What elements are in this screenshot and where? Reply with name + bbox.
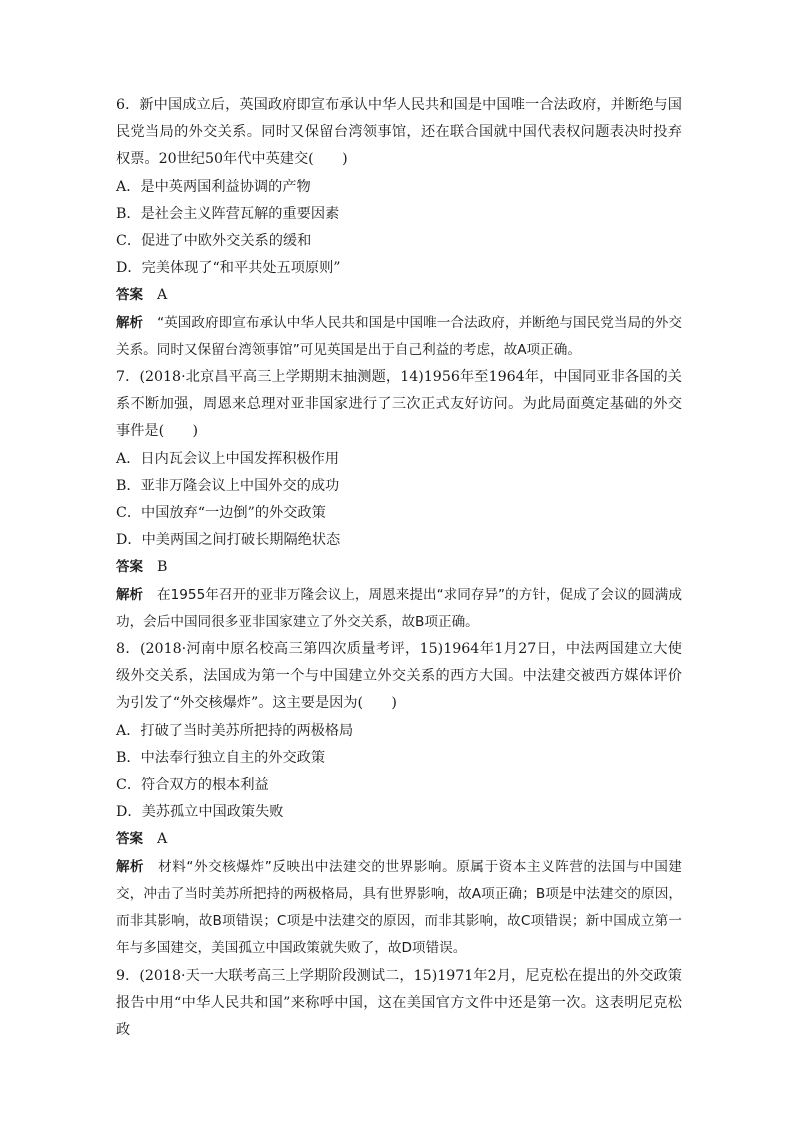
question-8 bbox=[116, 636, 682, 962]
option-d: D．完美体现了“和平共处五项原则” bbox=[116, 260, 341, 277]
question-9 bbox=[116, 963, 682, 1045]
explanation-text: 在1955年召开的亚非万隆会议上，周恩来提出“求同存异”的方针，促成了会议的圆满成功，会后中国同很多亚非国家建立了外交关系，故B项正确。 bbox=[116, 586, 682, 630]
explanation bbox=[116, 310, 682, 364]
explanation-label: 解析 bbox=[116, 858, 145, 875]
explanation bbox=[116, 582, 682, 636]
answer-row bbox=[116, 826, 682, 853]
question-stem: 8．(2018·河南中原名校高三第四次质量考评，15)1964年1月27日，中法两国建立大使级外交关系，法国成为第一个与中国建立外交关系的西方大国。中法建交被西方媒体评价为引发了“外交核爆炸”。这主要是因为( ) bbox=[116, 641, 682, 712]
question-7 bbox=[116, 364, 682, 636]
answer-label: 答案 bbox=[116, 831, 143, 848]
option-d: D．美苏孤立中国政策失败 bbox=[116, 804, 284, 821]
answer-value: B bbox=[157, 559, 168, 576]
option-b: B．亚非万隆会议上中国外交的成功 bbox=[116, 477, 340, 494]
document-page bbox=[116, 92, 682, 1044]
question-stem: 7．(2018·北京昌平高三上学期期末抽测题，14)1956年至1964年，中国同亚非各国的关系不断加强，周恩来总理对亚非国家进行了三次正式友好访问。为此局面奠定基础的外交事件是( ) bbox=[116, 369, 682, 440]
answer-row bbox=[116, 282, 682, 309]
question-stem: 9．(2018·天一大联考高三上学期阶段测试二，15)1971年2月，尼克松在提出的外交政策报告中用“中华人民共和国”来称呼中国，这在美国官方文件中还是第一次。这表明尼克松政 bbox=[116, 967, 682, 1038]
option-c: C．促进了中欧外交关系的缓和 bbox=[116, 233, 312, 250]
answer-label: 答案 bbox=[116, 287, 143, 304]
explanation-text: “英国政府即宣布承认中华人民共和国是中国唯一合法政府，并断绝与国民党当局的外交关系。同时又保留台湾领事馆”可见英国是出于自己利益的考虑，故A项正确。 bbox=[116, 314, 683, 358]
answer-value: A bbox=[157, 831, 168, 848]
question-stem: 6．新中国成立后，英国政府即宣布承认中华人民共和国是中国唯一合法政府，并断绝与国民党当局的外交关系。同时又保留台湾领事馆，还在联合国就中国代表权问题表决时投弃权票。20世纪50年代中英建交( ) bbox=[116, 97, 682, 168]
answer-value: A bbox=[157, 287, 168, 304]
explanation-text: 材料“外交核爆炸”反映出中法建交的世界影响。原属于资本主义阵营的法国与中国建交，冲击了当时美苏所把持的两极格局，具有世界影响，故A项正确；B项是中法建交的原因，而非其影响，故B项错误；C项是中法建交的原因，而非其影响，故C项错误；新中国成立第一年与多国建交，美国孤立中国政策就失败了，故D项错误。 bbox=[116, 858, 682, 957]
option-c: C．中国放弃“一边倒”的外交政策 bbox=[116, 505, 326, 522]
answer-row bbox=[116, 554, 682, 581]
option-a: A．是中英两国利益协调的产物 bbox=[116, 178, 311, 195]
option-a: A．打破了当时美苏所把持的两极格局 bbox=[116, 722, 354, 739]
answer-label: 答案 bbox=[116, 559, 143, 576]
question-6 bbox=[116, 92, 682, 364]
option-a: A．日内瓦会议上中国发挥积极作用 bbox=[116, 450, 340, 467]
explanation-label: 解析 bbox=[116, 586, 144, 603]
option-d: D．中美两国之间打破长期隔绝状态 bbox=[116, 532, 341, 549]
explanation bbox=[116, 854, 682, 963]
option-b: B．中法奉行独立自主的外交政策 bbox=[116, 749, 326, 766]
option-c: C．符合双方的根本利益 bbox=[116, 777, 269, 794]
explanation-label: 解析 bbox=[116, 314, 144, 331]
option-b: B．是社会主义阵营瓦解的重要因素 bbox=[116, 205, 340, 222]
